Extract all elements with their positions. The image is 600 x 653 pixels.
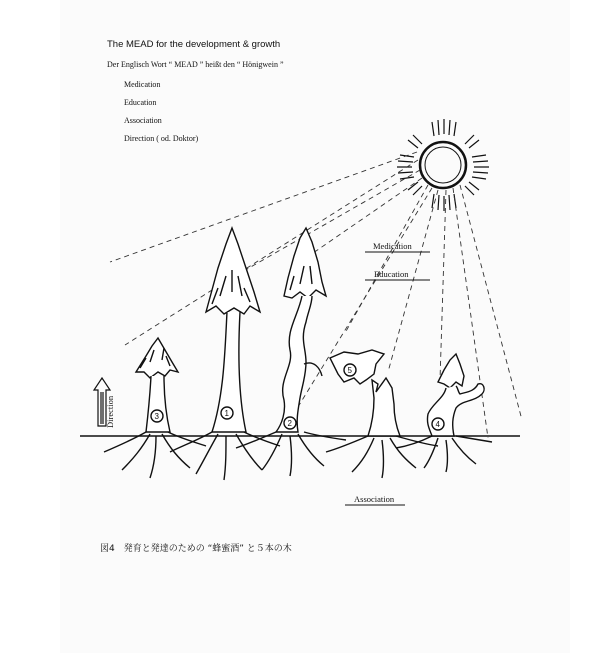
tree-2-number: 2 xyxy=(287,419,292,428)
item-medication: Medication xyxy=(124,80,161,89)
tree-3 xyxy=(104,338,206,478)
tree-1-number: 1 xyxy=(224,409,229,418)
tree-3-number: 3 xyxy=(154,412,159,421)
figure-caption: 図4 発育と発達のための “蜂蜜酒” と５本の木 xyxy=(100,544,292,554)
label-medication: Medication xyxy=(373,241,412,251)
label-education: Education xyxy=(374,269,409,279)
diagram-title: The MEAD for the development & growth xyxy=(107,39,281,50)
tree-4 xyxy=(396,354,492,472)
sun-icon xyxy=(397,119,489,211)
tree-4-number: 4 xyxy=(435,420,440,429)
tree-1 xyxy=(170,228,280,480)
tree-5-number: 5 xyxy=(347,366,352,375)
item-education: Education xyxy=(124,98,157,107)
tree-5 xyxy=(326,350,438,478)
label-association: Association xyxy=(354,494,395,504)
item-association: Association xyxy=(124,116,162,125)
tree-2 xyxy=(236,228,346,476)
item-direction: Direction ( od. Doktor) xyxy=(124,134,199,143)
label-direction: Direction xyxy=(105,395,115,428)
subtitle-line: Der Englisch Wort “ MEAD ” heißt den “ Hönigwein ” xyxy=(107,60,284,69)
